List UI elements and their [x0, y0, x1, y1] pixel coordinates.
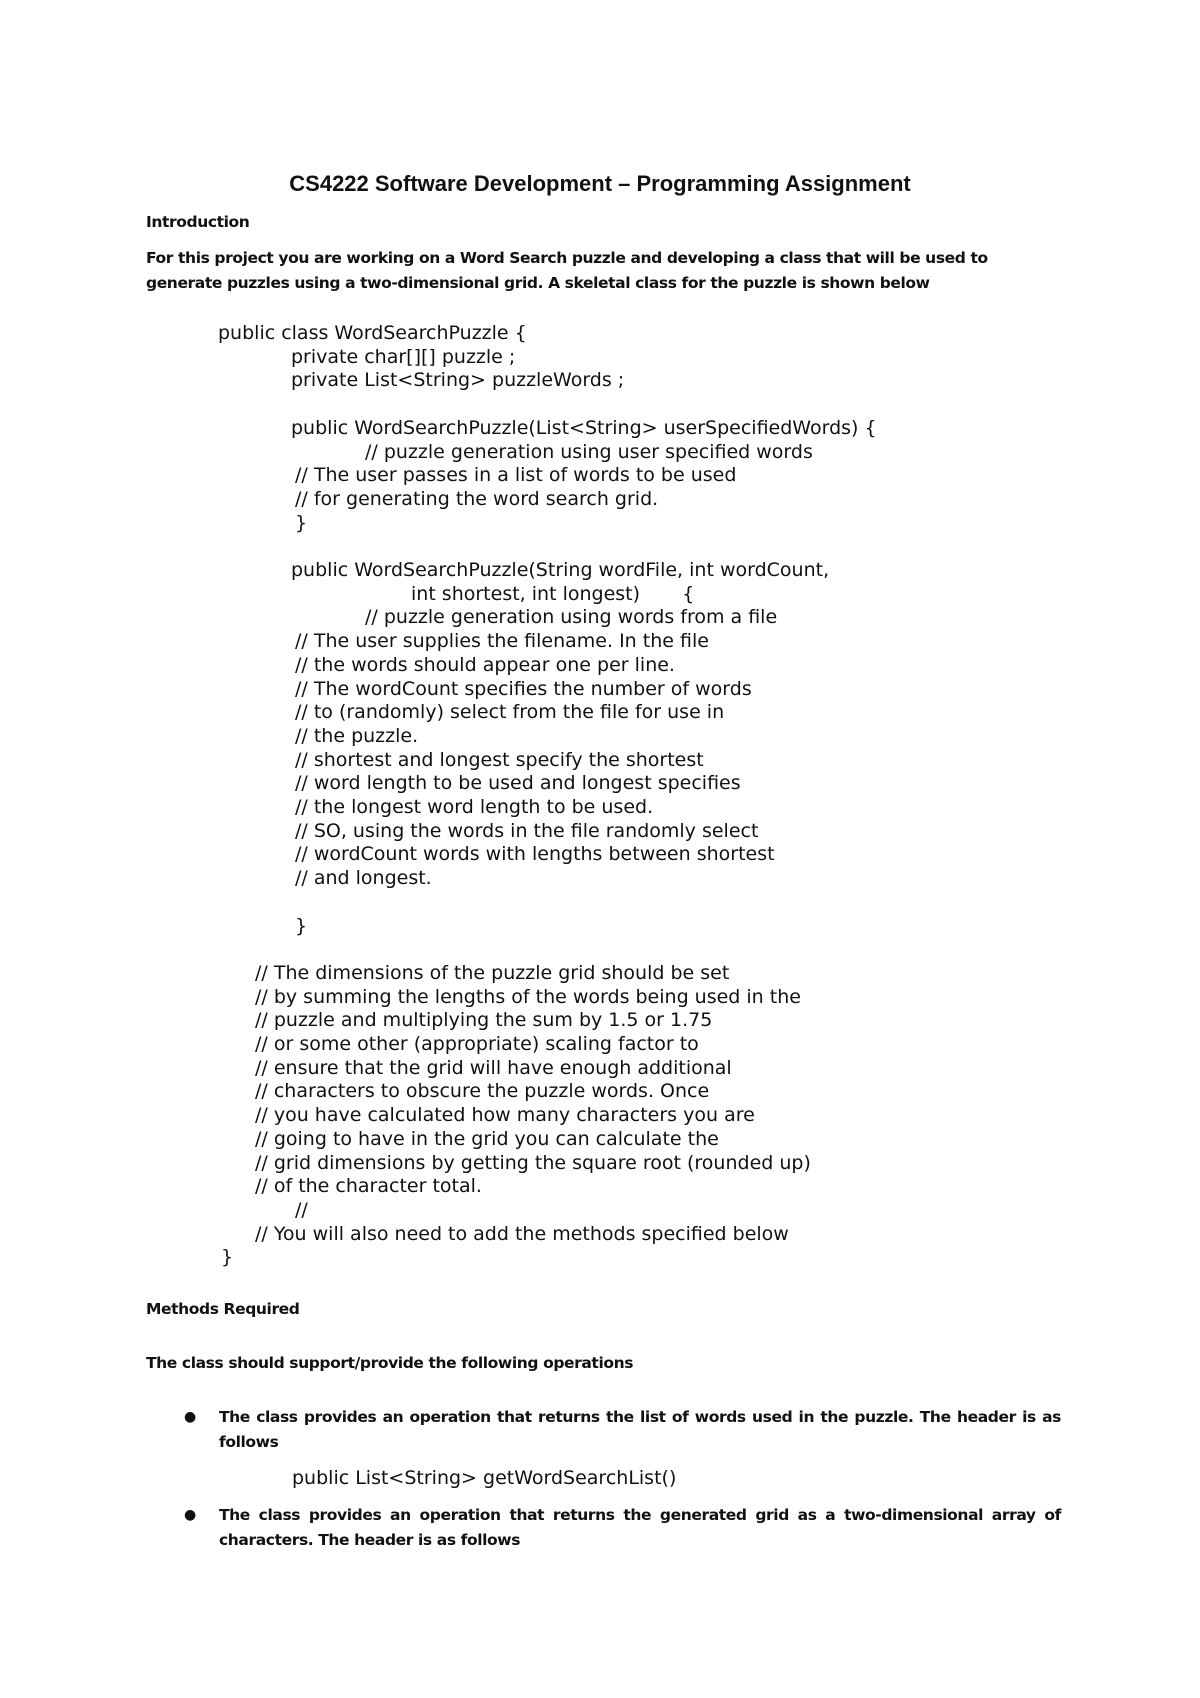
code-line: // of the character total. — [255, 1175, 482, 1198]
bullet-icon: ● — [184, 1409, 197, 1425]
code-line: // the longest word length to be used. — [295, 796, 654, 818]
code-line: // and longest. — [295, 867, 432, 890]
list-item: The class provides an operation that returns the list of words used in the puzzle. The header is as follows — [219, 1408, 1061, 1451]
code-line: // for generating the word search grid. — [295, 487, 659, 510]
code-line: // puzzle and multiplying the sum by 1.5 or 1.75 — [255, 1009, 713, 1032]
methods-intro: The class should support/provide the following operations — [146, 1354, 634, 1372]
code-line: public WordSearchPuzzle(String wordFile, int wordCount, — [291, 559, 830, 581]
code-line: // puzzle generation using user specified words — [365, 440, 813, 463]
code-line: // SO, using the words in the file randomly select — [295, 819, 759, 842]
code-line: // the words should appear one per line. — [295, 653, 675, 676]
code-line: // grid dimensions by getting the square root (rounded up) — [255, 1151, 811, 1174]
code-line: // or some other (appropriate) scaling factor to — [255, 1033, 699, 1055]
code-line: int shortest, int longest) { — [411, 582, 695, 605]
code-line: private char[][] puzzle ; — [291, 345, 516, 368]
intro-heading: Introduction — [146, 213, 250, 231]
methods-heading: Methods Required — [146, 1300, 300, 1318]
bullet-icon: ● — [184, 1507, 197, 1523]
code-line: // You will also need to add the methods specified below — [255, 1222, 789, 1245]
intro-paragraph: For this project you are working on a Word Search puzzle and developing a class that will be used to generate puzzles using a two-dimensional grid. A skeletal class for the puzzle is shown below — [146, 249, 988, 292]
code-line: // going to have in the grid you can calculate the — [255, 1127, 719, 1150]
code-line: // you have calculated how many characters you are — [255, 1104, 755, 1127]
code-line: // by summing the lengths of the words being used in the — [255, 985, 801, 1008]
method-signature: public List<String> getWordSearchList() — [292, 1467, 677, 1489]
code-line: // The dimensions of the puzzle grid should be set — [255, 961, 730, 984]
code-line: // wordCount words with lengths between shortest — [295, 843, 775, 866]
document-title: CS4222 Software Development – Programming Assignment — [289, 171, 911, 196]
code-line: public class WordSearchPuzzle { — [218, 322, 527, 344]
code-line: // The user supplies the filename. In the file — [295, 630, 709, 653]
code-line: } — [295, 914, 308, 937]
code-line: // to (randomly) select from the file for use in — [295, 701, 725, 724]
code-line: private List<String> puzzleWords ; — [291, 369, 625, 392]
code-line: // The wordCount specifies the number of words — [295, 677, 752, 700]
code-line: // The user passes in a list of words to be used — [295, 464, 737, 487]
code-line: // the puzzle. — [295, 724, 419, 747]
code-line: } — [221, 1246, 234, 1269]
list-item: The class provides an operation that returns the generated grid as a two-dimensional array of characters. The header is as follows — [219, 1506, 1061, 1549]
code-line: // — [295, 1198, 308, 1221]
code-line: // ensure that the grid will have enough additional — [255, 1056, 732, 1079]
code-line: // word length to be used and longest specifies — [295, 772, 741, 795]
code-line: // shortest and longest specify the shortest — [295, 748, 704, 771]
code-line: public WordSearchPuzzle(List<String> userSpecifiedWords) { — [291, 416, 877, 439]
code-line: // characters to obscure the puzzle words. Once — [255, 1080, 710, 1103]
code-line: // puzzle generation using words from a file — [365, 606, 778, 629]
code-line: } — [295, 511, 308, 534]
